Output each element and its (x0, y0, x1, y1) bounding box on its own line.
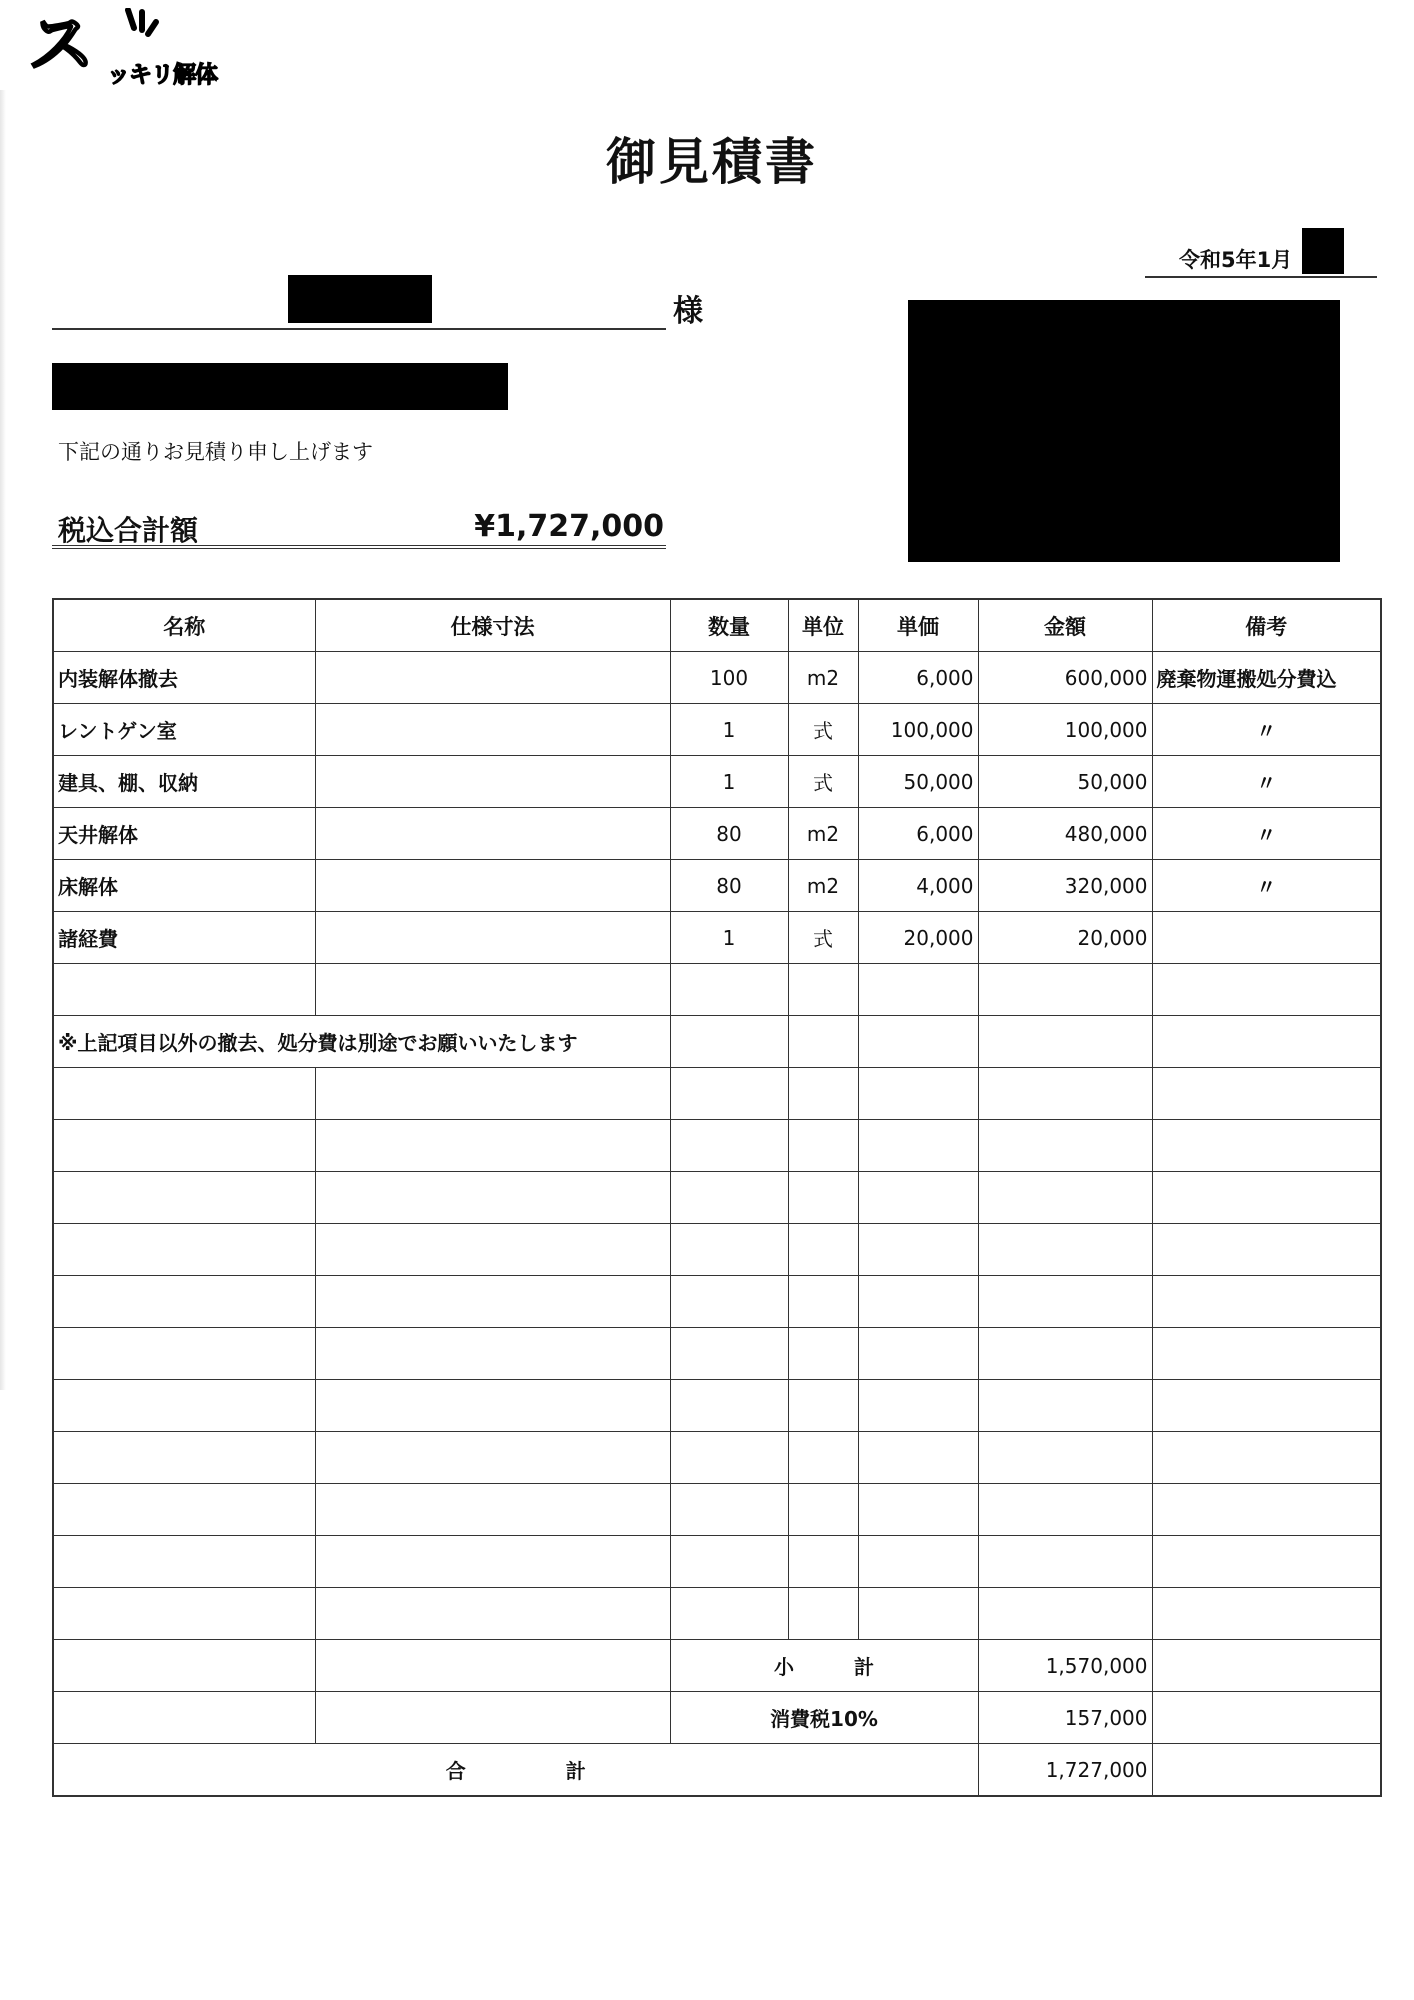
empty-row (53, 1276, 1381, 1328)
item-name: 床解体 (53, 860, 315, 912)
item-name: 建具、棚、収納 (53, 756, 315, 808)
empty-row (53, 1224, 1381, 1276)
item-qty: 1 (670, 704, 788, 756)
empty-row (53, 1432, 1381, 1484)
exclusion-note: ※上記項目以外の撤去、処分費は別途でお願いいたします (53, 1016, 670, 1068)
logo-rays-icon (96, 8, 166, 48)
item-unit-price: 6,000 (858, 808, 978, 860)
empty-row (53, 1484, 1381, 1536)
item-name: 天井解体 (53, 808, 315, 860)
subtotal-row (53, 1640, 1381, 1692)
subtotal-label: 小 計 (670, 1640, 978, 1692)
table-row (53, 652, 1381, 704)
item-spec (315, 652, 670, 704)
item-qty: 100 (670, 652, 788, 704)
item-amount: 600,000 (978, 652, 1152, 704)
subtotal-value: 1,570,000 (978, 1640, 1152, 1692)
item-qty: 1 (670, 912, 788, 964)
redaction-subject (52, 363, 508, 410)
item-amount: 50,000 (978, 756, 1152, 808)
empty-row (53, 964, 1381, 1016)
item-unit: m2 (788, 808, 858, 860)
item-qty: 80 (670, 860, 788, 912)
item-unit: 式 (788, 756, 858, 808)
note-row (53, 1016, 1381, 1068)
tax-label: 消費税10% (670, 1692, 978, 1744)
total-amount-label: 税込合計額 (58, 514, 199, 547)
item-note: 〃 (1152, 756, 1381, 808)
item-qty: 1 (670, 756, 788, 808)
empty-row (53, 1380, 1381, 1432)
item-spec (315, 912, 670, 964)
item-spec (315, 860, 670, 912)
header-name: 名称 (53, 599, 315, 652)
client-name-underline (52, 328, 666, 330)
estimate-table (52, 598, 1382, 1797)
header-qty: 数量 (670, 599, 788, 652)
total-amount-box (52, 505, 666, 549)
intro-text: 下記の通りお見積り申し上げます (58, 440, 373, 464)
item-unit-price: 6,000 (858, 652, 978, 704)
empty-row (53, 1120, 1381, 1172)
table-row (53, 704, 1381, 756)
item-unit-price: 50,000 (858, 756, 978, 808)
empty-row (53, 1536, 1381, 1588)
item-spec (315, 808, 670, 860)
item-amount: 320,000 (978, 860, 1152, 912)
tax-row (53, 1692, 1381, 1744)
item-amount: 100,000 (978, 704, 1152, 756)
empty-row (53, 1588, 1381, 1640)
table-header-row (53, 599, 1381, 652)
item-unit-price: 20,000 (858, 912, 978, 964)
empty-row (53, 1328, 1381, 1380)
header-note: 備考 (1152, 599, 1381, 652)
item-note: 〃 (1152, 808, 1381, 860)
redaction-client-name (288, 275, 432, 323)
table-row (53, 808, 1381, 860)
item-unit: m2 (788, 860, 858, 912)
logo-main-glyph: ス (28, 6, 94, 83)
honorific: 様 (673, 294, 703, 329)
item-name: 内装解体撤去 (53, 652, 315, 704)
item-spec (315, 756, 670, 808)
grand-total-label: 合 計 (53, 1744, 978, 1797)
company-logo (22, 8, 242, 88)
item-unit-price: 100,000 (858, 704, 978, 756)
total-amount-value: ¥1,727,000 (474, 509, 664, 544)
item-unit-price: 4,000 (858, 860, 978, 912)
item-amount: 480,000 (978, 808, 1152, 860)
issue-date (1145, 228, 1377, 278)
item-note (1152, 912, 1381, 964)
table-row (53, 756, 1381, 808)
table-row (53, 912, 1381, 964)
grand-total-row (53, 1744, 1381, 1797)
redaction-company-info (908, 300, 1340, 562)
item-qty: 80 (670, 808, 788, 860)
item-name: レントゲン室 (53, 704, 315, 756)
header-unit-price: 単価 (858, 599, 978, 652)
empty-row (53, 1172, 1381, 1224)
item-note: 〃 (1152, 860, 1381, 912)
tax-value: 157,000 (978, 1692, 1152, 1744)
item-unit: 式 (788, 912, 858, 964)
table-row (53, 860, 1381, 912)
grand-total-value: 1,727,000 (978, 1744, 1152, 1797)
item-unit: m2 (788, 652, 858, 704)
item-note: 〃 (1152, 704, 1381, 756)
document-title: 御見積書 (606, 133, 818, 191)
item-note: 廃棄物運搬処分費込 (1152, 652, 1381, 704)
item-spec (315, 704, 670, 756)
redaction-day (1302, 228, 1344, 274)
logo-subtext: ッキリ解体 (107, 62, 217, 88)
header-unit: 単位 (788, 599, 858, 652)
header-amount: 金額 (978, 599, 1152, 652)
empty-row (53, 1068, 1381, 1120)
item-amount: 20,000 (978, 912, 1152, 964)
item-name: 諸経費 (53, 912, 315, 964)
item-unit: 式 (788, 704, 858, 756)
scan-edge-shadow (0, 90, 6, 1390)
issue-date-text: 令和5年1月 (1179, 248, 1293, 272)
header-spec: 仕様寸法 (315, 599, 670, 652)
